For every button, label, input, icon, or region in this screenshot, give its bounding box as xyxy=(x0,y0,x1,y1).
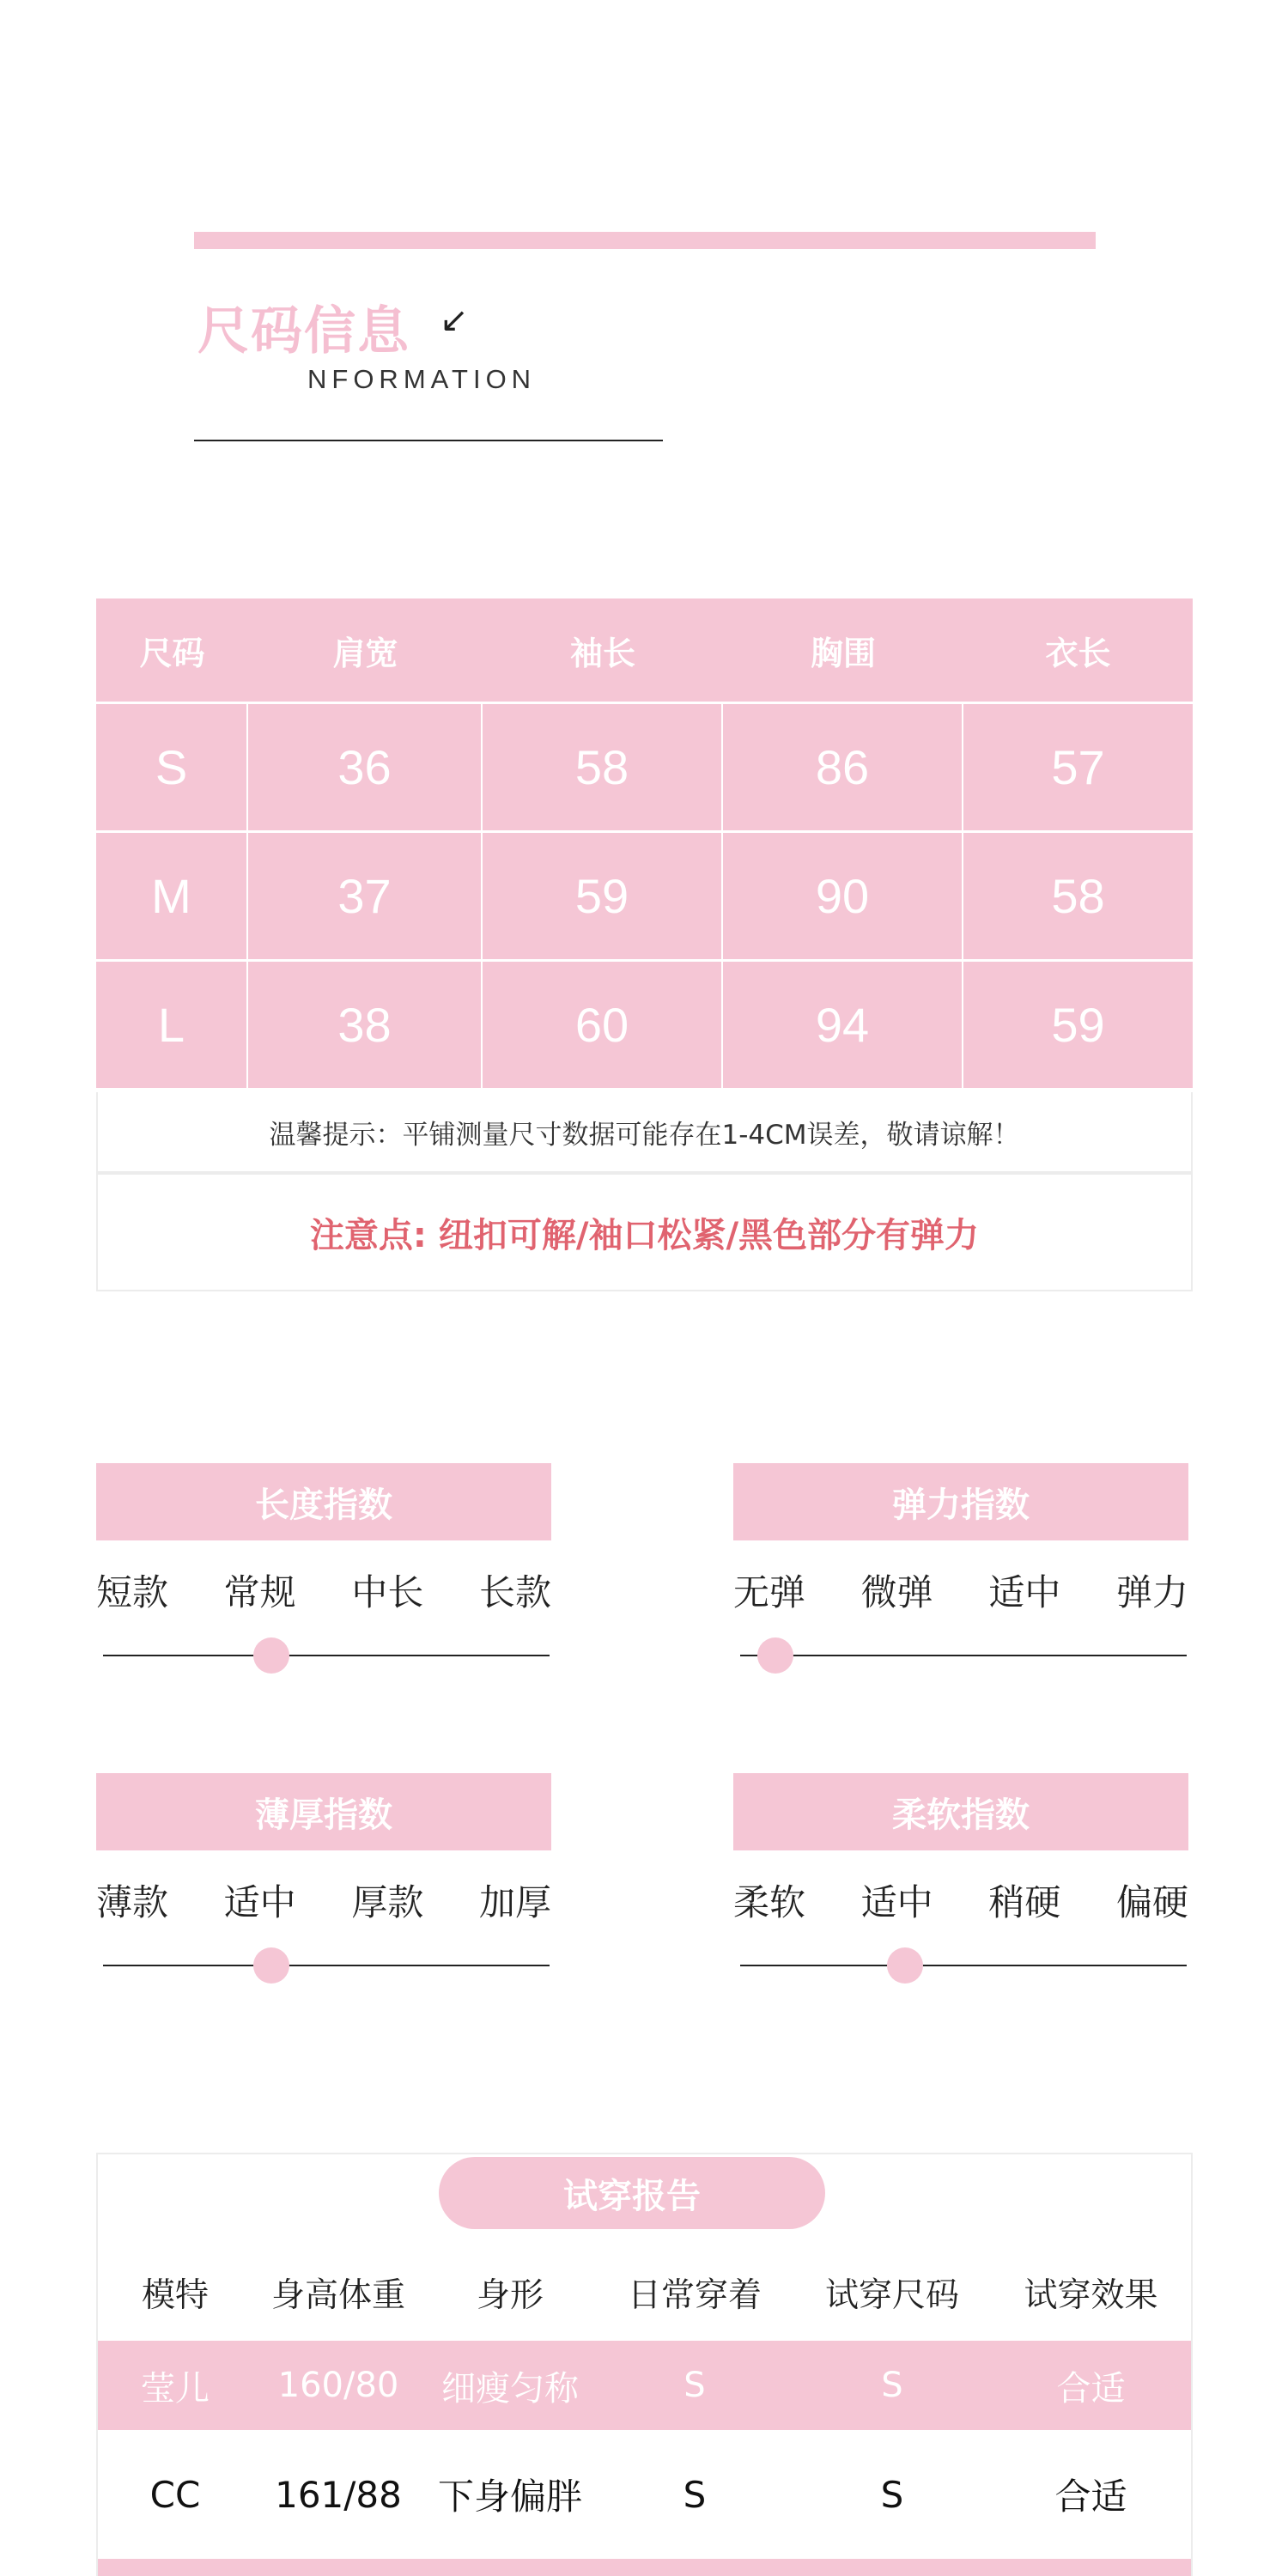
index-title: 长度指数 xyxy=(96,1463,551,1540)
column-header: 袖长 xyxy=(569,634,635,672)
table-cell: 94 xyxy=(723,962,963,1088)
size-table-header xyxy=(96,598,1193,702)
measurement-tip: 温馨提示：平铺测量尺寸数据可能存在1-4CM误差，敬请谅解！ xyxy=(96,1092,1193,1173)
elasticity-index xyxy=(733,1463,1188,1616)
index-title: 弹力指数 xyxy=(733,1463,1188,1540)
index-slider-marker xyxy=(757,1637,793,1674)
index-option: 稍硬 xyxy=(988,1881,1061,1923)
tryon-report-title: 试穿报告 xyxy=(439,2157,825,2229)
table-cell: 90 xyxy=(723,833,963,959)
table-cell: 莹儿 xyxy=(141,2368,210,2409)
column-header: 模特 xyxy=(141,2276,209,2315)
index-options xyxy=(733,1874,1188,1926)
table-cell: 合适 xyxy=(1054,2476,1127,2518)
index-option: 无弹 xyxy=(733,1571,806,1613)
table-cell: S xyxy=(880,2473,904,2516)
index-option: 常规 xyxy=(223,1571,296,1613)
index-slider-marker xyxy=(253,1637,289,1674)
softness-index xyxy=(733,1773,1188,1926)
report-header-row xyxy=(98,2250,1191,2336)
index-option: 短款 xyxy=(96,1571,169,1613)
thickness-index xyxy=(96,1773,551,1926)
length-index xyxy=(96,1463,551,1616)
table-cell: S xyxy=(881,2366,903,2405)
column-header: 试穿效果 xyxy=(1024,2276,1158,2315)
table-cell: L xyxy=(96,962,248,1088)
index-options xyxy=(733,1564,1188,1616)
table-cell: 60 xyxy=(483,962,723,1088)
column-header: 尺码 xyxy=(139,634,205,672)
table-cell: 58 xyxy=(1051,869,1105,923)
attention-note: 注意点: 纽扣可解/袖口松紧/黑色部分有弹力 xyxy=(96,1173,1193,1291)
index-option: 柔软 xyxy=(733,1881,806,1923)
index-slider-marker xyxy=(253,1947,289,1984)
header-accent-bar xyxy=(194,232,1096,249)
table-row xyxy=(98,2430,1191,2559)
index-option: 适中 xyxy=(860,1881,933,1923)
table-cell: 160/80 xyxy=(277,2366,399,2405)
table-cell: M xyxy=(96,833,248,959)
table-cell: 细瘦匀称 xyxy=(441,2368,579,2409)
index-option: 适中 xyxy=(223,1881,296,1923)
table-cell: 59 xyxy=(483,833,723,959)
table-cell: 下身偏胖 xyxy=(437,2476,582,2518)
index-option: 长款 xyxy=(478,1571,551,1613)
index-options xyxy=(96,1874,551,1926)
column-header: 胸围 xyxy=(810,634,876,672)
column-header: 日常穿着 xyxy=(627,2276,762,2315)
index-option: 厚款 xyxy=(351,1881,424,1923)
index-slider-track xyxy=(740,1655,1187,1656)
index-option: 偏硬 xyxy=(1115,1881,1188,1923)
table-cell: 161/88 xyxy=(275,2473,402,2516)
table-row xyxy=(98,2341,1191,2430)
page-title: 尺码信息 xyxy=(197,301,410,361)
column-header: 身形 xyxy=(476,2276,544,2315)
index-options xyxy=(96,1564,551,1616)
index-slider-track xyxy=(103,1655,550,1656)
index-option: 薄款 xyxy=(96,1881,169,1923)
index-option: 适中 xyxy=(988,1571,1061,1613)
index-option: 加厚 xyxy=(478,1881,551,1923)
column-header: 衣长 xyxy=(1045,634,1111,672)
index-slider-marker xyxy=(887,1947,923,1984)
index-option: 微弹 xyxy=(860,1571,933,1613)
page-subtitle: NFORMATION xyxy=(307,364,537,394)
header-divider xyxy=(194,440,663,441)
table-cell: 59 xyxy=(1051,998,1105,1052)
index-title: 薄厚指数 xyxy=(96,1773,551,1850)
table-row xyxy=(96,702,1193,830)
table-cell: 合适 xyxy=(1056,2368,1126,2409)
arrow-icon: ↙ xyxy=(440,301,469,340)
table-row xyxy=(96,959,1193,1088)
column-header: 身高体重 xyxy=(270,2276,405,2315)
table-cell: 36 xyxy=(248,704,483,830)
index-slider-track xyxy=(740,1965,1187,1966)
table-cell: 37 xyxy=(248,833,483,959)
table-cell: S xyxy=(683,2366,706,2405)
table-cell: 58 xyxy=(483,704,723,830)
index-title: 柔软指数 xyxy=(733,1773,1188,1850)
table-cell: 38 xyxy=(248,962,483,1088)
index-slider-track xyxy=(103,1965,550,1966)
table-cell: 57 xyxy=(1051,740,1105,794)
table-row xyxy=(96,830,1193,959)
index-option: 中长 xyxy=(351,1571,424,1613)
table-cell: S xyxy=(96,704,248,830)
report-bottom-strip xyxy=(98,2559,1191,2576)
column-header: 试穿尺码 xyxy=(824,2276,959,2315)
table-cell: 86 xyxy=(723,704,963,830)
index-option: 弹力 xyxy=(1115,1571,1188,1613)
column-header: 肩宽 xyxy=(332,634,398,672)
table-cell: S xyxy=(683,2473,707,2516)
table-cell: CC xyxy=(149,2473,201,2516)
